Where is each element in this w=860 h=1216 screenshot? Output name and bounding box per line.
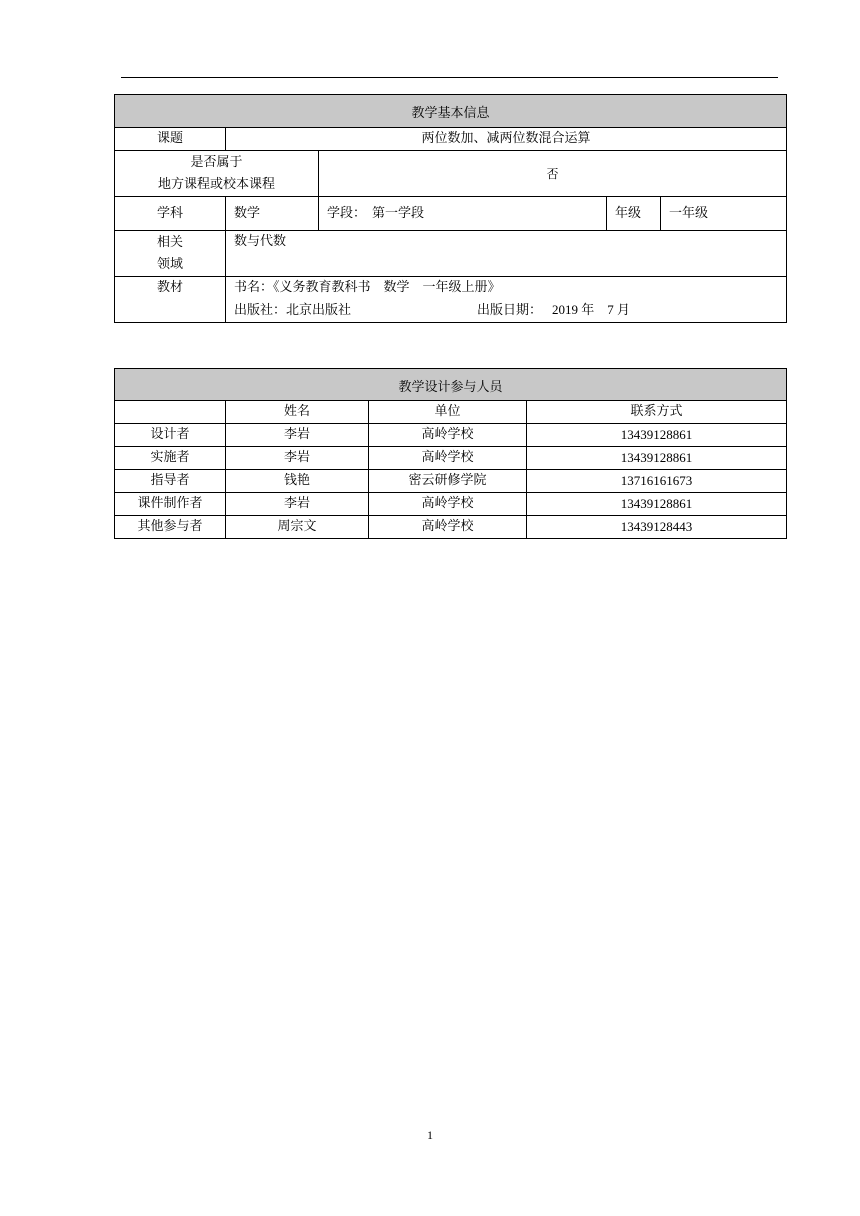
teaching-basic-info-table <box>114 94 787 323</box>
page-number: 1 <box>427 1128 433 1142</box>
subject-value: 数学 <box>226 197 319 231</box>
book-name-line <box>234 277 786 299</box>
table-row <box>115 516 787 539</box>
table-row <box>115 424 787 447</box>
header-unit: 单位 <box>369 401 527 424</box>
name-cell: 李岩 <box>226 447 369 470</box>
staff-table-title: 教学设计参与人员 <box>115 369 787 401</box>
publisher-line <box>234 299 786 322</box>
book-name-label: 书名： <box>234 280 274 295</box>
local-course-label-line1: 是否属于 <box>190 154 243 170</box>
header-empty <box>115 401 226 424</box>
role-cell: 实施者 <box>115 447 226 470</box>
local-course-value: 否 <box>319 151 787 197</box>
phone-cell: 13439128861 <box>527 447 787 470</box>
local-course-label-line2: 地方课程或校本课程 <box>157 176 275 192</box>
phone-cell: 13716161673 <box>527 470 787 493</box>
pubdate-label: 出版日期： <box>477 303 543 318</box>
subject-label: 学科 <box>115 197 226 231</box>
table-row <box>115 447 787 470</box>
unit-cell: 高岭学校 <box>369 424 527 447</box>
stage-cell <box>319 197 607 231</box>
grade-label: 年级 <box>607 197 661 231</box>
teaching-design-staff-table <box>114 368 787 539</box>
role-cell: 指导者 <box>115 470 226 493</box>
name-cell: 李岩 <box>226 493 369 516</box>
header-rule <box>121 77 778 78</box>
publisher-value: 北京出版社 <box>286 303 352 318</box>
book-name-value: 《义务教育教科书 数学 一年级上册》 <box>273 280 501 295</box>
name-cell: 钱艳 <box>226 470 369 493</box>
pubdate-value: 2019 年 7 月 <box>552 302 631 317</box>
name-cell: 周宗文 <box>226 516 369 539</box>
unit-cell: 高岭学校 <box>369 516 527 539</box>
header-name: 姓名 <box>226 401 369 424</box>
local-course-label <box>115 151 319 197</box>
info-table-title: 教学基本信息 <box>115 95 787 128</box>
textbook-value <box>226 277 787 323</box>
unit-cell: 高岭学校 <box>369 447 527 470</box>
domain-value: 数与代数 <box>226 231 787 277</box>
domain-label-line1: 相关 <box>156 234 183 250</box>
unit-cell: 高岭学校 <box>369 493 527 516</box>
textbook-label: 教材 <box>115 277 226 323</box>
header-contact: 联系方式 <box>527 401 787 424</box>
table-row <box>115 493 787 516</box>
topic-label: 课题 <box>115 128 226 151</box>
table-row <box>115 470 787 493</box>
role-cell: 课件制作者 <box>115 493 226 516</box>
domain-label-line2: 领域 <box>156 256 183 272</box>
name-cell: 李岩 <box>226 424 369 447</box>
grade-value: 一年级 <box>661 197 787 231</box>
phone-cell: 13439128861 <box>527 493 787 516</box>
domain-label <box>115 231 226 277</box>
stage-label: 学段： <box>327 205 367 221</box>
unit-cell: 密云研修学院 <box>369 470 527 493</box>
publisher-label: 出版社： <box>234 303 287 318</box>
topic-value: 两位数加、减两位数混合运算 <box>226 128 787 151</box>
phone-cell: 13439128861 <box>527 424 787 447</box>
stage-value: 第一学段 <box>372 205 425 221</box>
role-cell: 设计者 <box>115 424 226 447</box>
phone-cell: 13439128443 <box>527 516 787 539</box>
role-cell: 其他参与者 <box>115 516 226 539</box>
